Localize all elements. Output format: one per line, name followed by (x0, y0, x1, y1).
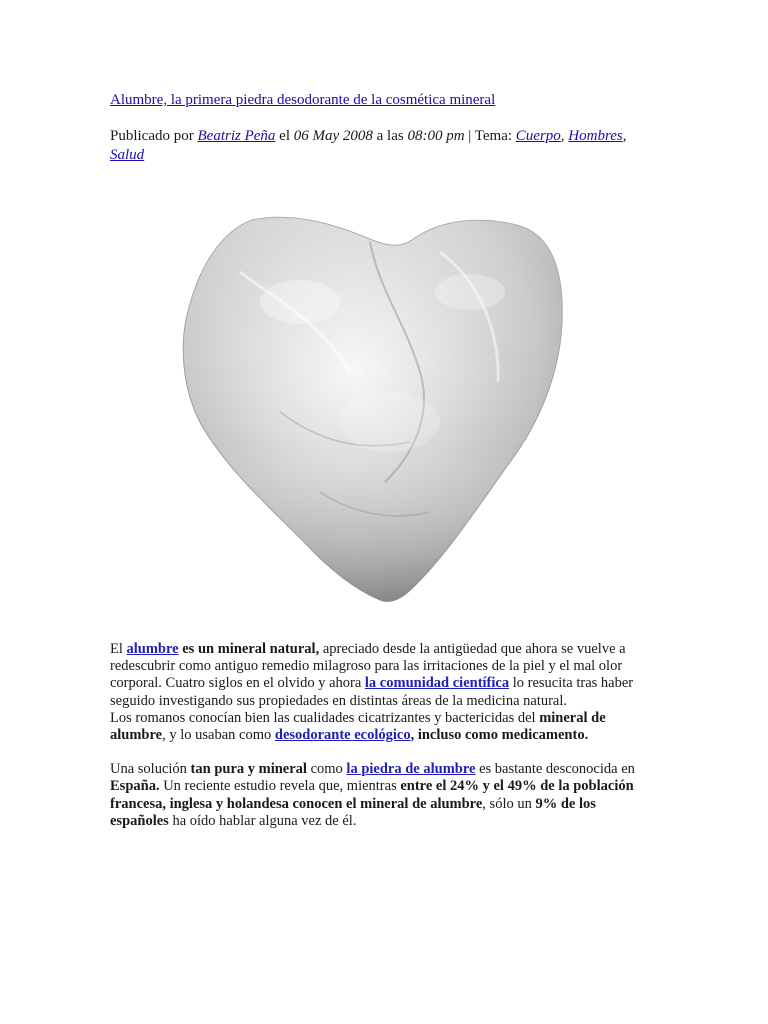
post-time: 08:00 pm (407, 128, 465, 144)
text-segment: Una solución (110, 761, 187, 778)
meta-a-las: a las (376, 128, 404, 144)
article-title (110, 91, 495, 109)
text-segment: ha oído hablar alguna vez de él. (172, 812, 357, 829)
author-link[interactable]: Beatriz Peña (197, 128, 276, 144)
article-body (110, 641, 658, 830)
alum-crystal-heart-icon (180, 212, 565, 607)
paragraph-intro (110, 641, 658, 710)
link-comunidad-cientifica[interactable]: la comunidad científica (364, 675, 510, 692)
link-piedra-de-alumbre[interactable]: la piedra de alumbre (346, 761, 476, 778)
text-segment: Un reciente estudio revela que, mientras (163, 778, 397, 795)
text-segment: El (110, 641, 123, 657)
meta-tema: | Tema: (468, 128, 513, 144)
meta-prefix: Publicado por (110, 128, 194, 144)
text-segment: lo resucita tras haber seguido investigando sus propiedades en distintas áreas de la medicina natural. (110, 675, 634, 709)
bold-segment: es un mineral natural, (182, 641, 320, 657)
text-segment: , y lo usaban como (162, 727, 272, 744)
bold-segment: tan pura y mineral (190, 761, 307, 778)
link-desodorante-ecologico[interactable]: desodorante ecológico (274, 727, 411, 744)
text-segment: apreciado desde la antigüedad que ahora se vuelve a redescubrir como antiguo remedio milagroso para las irritaciones de la piel y el mal olor corporal. Cuatro siglos en el olvido y ahora (110, 641, 626, 692)
text-segment: , sólo un (482, 795, 532, 812)
bold-segment: mineral de alumbre (110, 709, 606, 744)
alum-stone-image (180, 212, 565, 607)
article-title-link[interactable]: Alumbre, la primera piedra desodorante de la cosmética mineral (110, 92, 496, 108)
bold-segment: España. (110, 778, 160, 795)
category-link-cuerpo[interactable]: Cuerpo (515, 128, 561, 144)
bold-segment: 9% de los españoles (110, 795, 596, 829)
bold-segment: , incluso como medicamento. (410, 727, 589, 744)
paragraph-solucion (110, 761, 658, 830)
text-segment: Los romanos conocían bien las cualidades cicatrizantes y bactericidas del (110, 709, 536, 726)
meta-el: el (279, 128, 290, 144)
category-link-hombres[interactable]: Hombres (568, 128, 623, 144)
post-date: 06 May 2008 (293, 128, 373, 144)
paragraph-romanos (110, 710, 658, 744)
article-meta: Publicado por Beatriz Peña el 06 May 2008 a las 08:00 pm | Tema: Cuerpo, Hombres, Salud (110, 128, 627, 163)
text-segment: es bastante desconocida en (479, 761, 635, 778)
link-alumbre[interactable]: alumbre (126, 641, 179, 657)
text-segment: como (310, 761, 343, 778)
category-link-salud[interactable]: Salud (110, 147, 145, 163)
bold-segment: entre el 24% y el 49% de la población francesa, inglesa y holandesa conocen el mineral de alumbre (110, 778, 634, 812)
